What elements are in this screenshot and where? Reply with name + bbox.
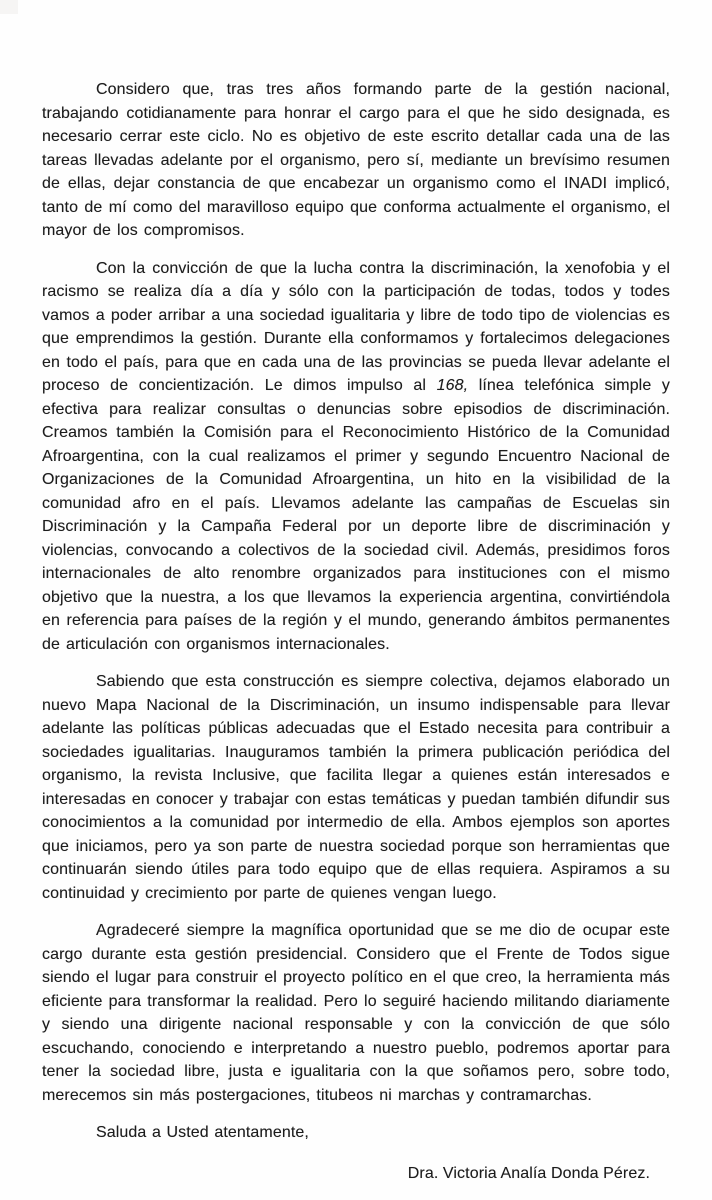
paragraph-intro: Considero que, tras tres años formando parte de la gestión nacional, trabajando cotidianamente para honrar el cargo para el que he sido designada, es necesario cerrar este ciclo. No es objetivo de este escrito detallar cada una de las tareas llevadas adelante por el organismo, pero sí, mediante un brevísimo resumen de ellas, dejar constancia de que encabezar un organismo como el INADI implicó, tanto de mí como del maravilloso equipo que conforma actualmente el organismo, el mayor de los compromisos.: [42, 81, 670, 239]
phone-line-number: 168,: [436, 377, 469, 394]
signature-line: Dra. Victoria Analía Donda Pérez.: [407, 1164, 650, 1182]
paragraph-construccion: Sabiendo que esta construcción es siempre colectiva, dejamos elaborado un nuevo Mapa Nacional de la Discriminación, un insumo indispensable para llevar adelante las políticas públicas adecuadas que el Estado necesita para contribuir a sociedades igualitarias. Inauguramos también la primera publicación periódica del organismo, la revista Inclusive, que facilita llegar a quienes están interesados e interesadas en conocer y trabajar con estas temáticas y puedan también difundir sus conocimientos a la comunidad por intermedio de ella. Ambos ejemplos son aportes que iniciamos, pero ya son parte de nuestra sociedad porque son herramientas que continuarán siendo útiles para todo equipo que de ellas requiera. Aspiramos a su continuidad y crecimiento por parte de quienes vengan luego.: [42, 673, 670, 902]
paragraph-gestion-text-post: línea telefónica simple y efectiva para realizar consultas o denuncias sobre episodios de discriminación. Creamos también la Comisión para el Reconocimiento Histórico de la Comunidad Afroargentina, con la cual realizamos el primer y segundo Encuentro Nacional de Organizaciones de la Comunidad Afroargentina, un hito en la visibilidad de la comunidad afro en el país. Llevamos adelante las campañas de Escuelas sin Discriminación y la Campaña Federal por un deporte libre de discriminación y violencias, convocando a colectivos de la sociedad civil. Además, presidimos foros internacionales de alto renombre organizados para instituciones con el mismo objetivo que la nuestra, a los que llevamos la experiencia argentina, convirtiéndola en referencia para países de la región y el mundo, generando ámbitos permanentes de articulación con organismos internacionales.: [42, 377, 670, 653]
paragraph-gestion-text-pre: Con la convicción de que la lucha contra la discriminación, la xenofobia y el racismo se realiza día a día y sólo con la participación de todas, todos y todes vamos a poder arribar a una sociedad igualitaria y libre de todo tipo de violencias es que emprendimos la gestión. Durante ella conformamos y fortalecimos delegaciones en todo el país, para que en cada una de las provincias se pueda llevar adelante el proceso de concientización. Le dimos impulso al: [42, 259, 670, 394]
paragraph-gestion: [42, 257, 670, 657]
paragraph-agradecimiento: Agradeceré siempre la magnífica oportunidad que se me dio de ocupar este cargo durante esta gestión presidencial. Considero que el Frente de Todos sigue siendo el lugar para construir el proyecto político en el que creo, la herramienta más eficiente para transformar la realidad. Pero lo seguiré haciendo militando diariamente y siendo una dirigente nacional responsable y con la convicción de que sólo escuchando, conociendo e interpretando a nuestro pueblo, podremos aportar para tener la sociedad libre, justa e igualitaria con la que soñamos pero, sobre todo, merecemos sin más postergaciones, titubeos ni marchas y contramarchas.: [42, 922, 670, 1104]
closing-line: Saluda a Usted atentamente,: [96, 1124, 309, 1141]
scan-smudge: [0, 0, 18, 14]
